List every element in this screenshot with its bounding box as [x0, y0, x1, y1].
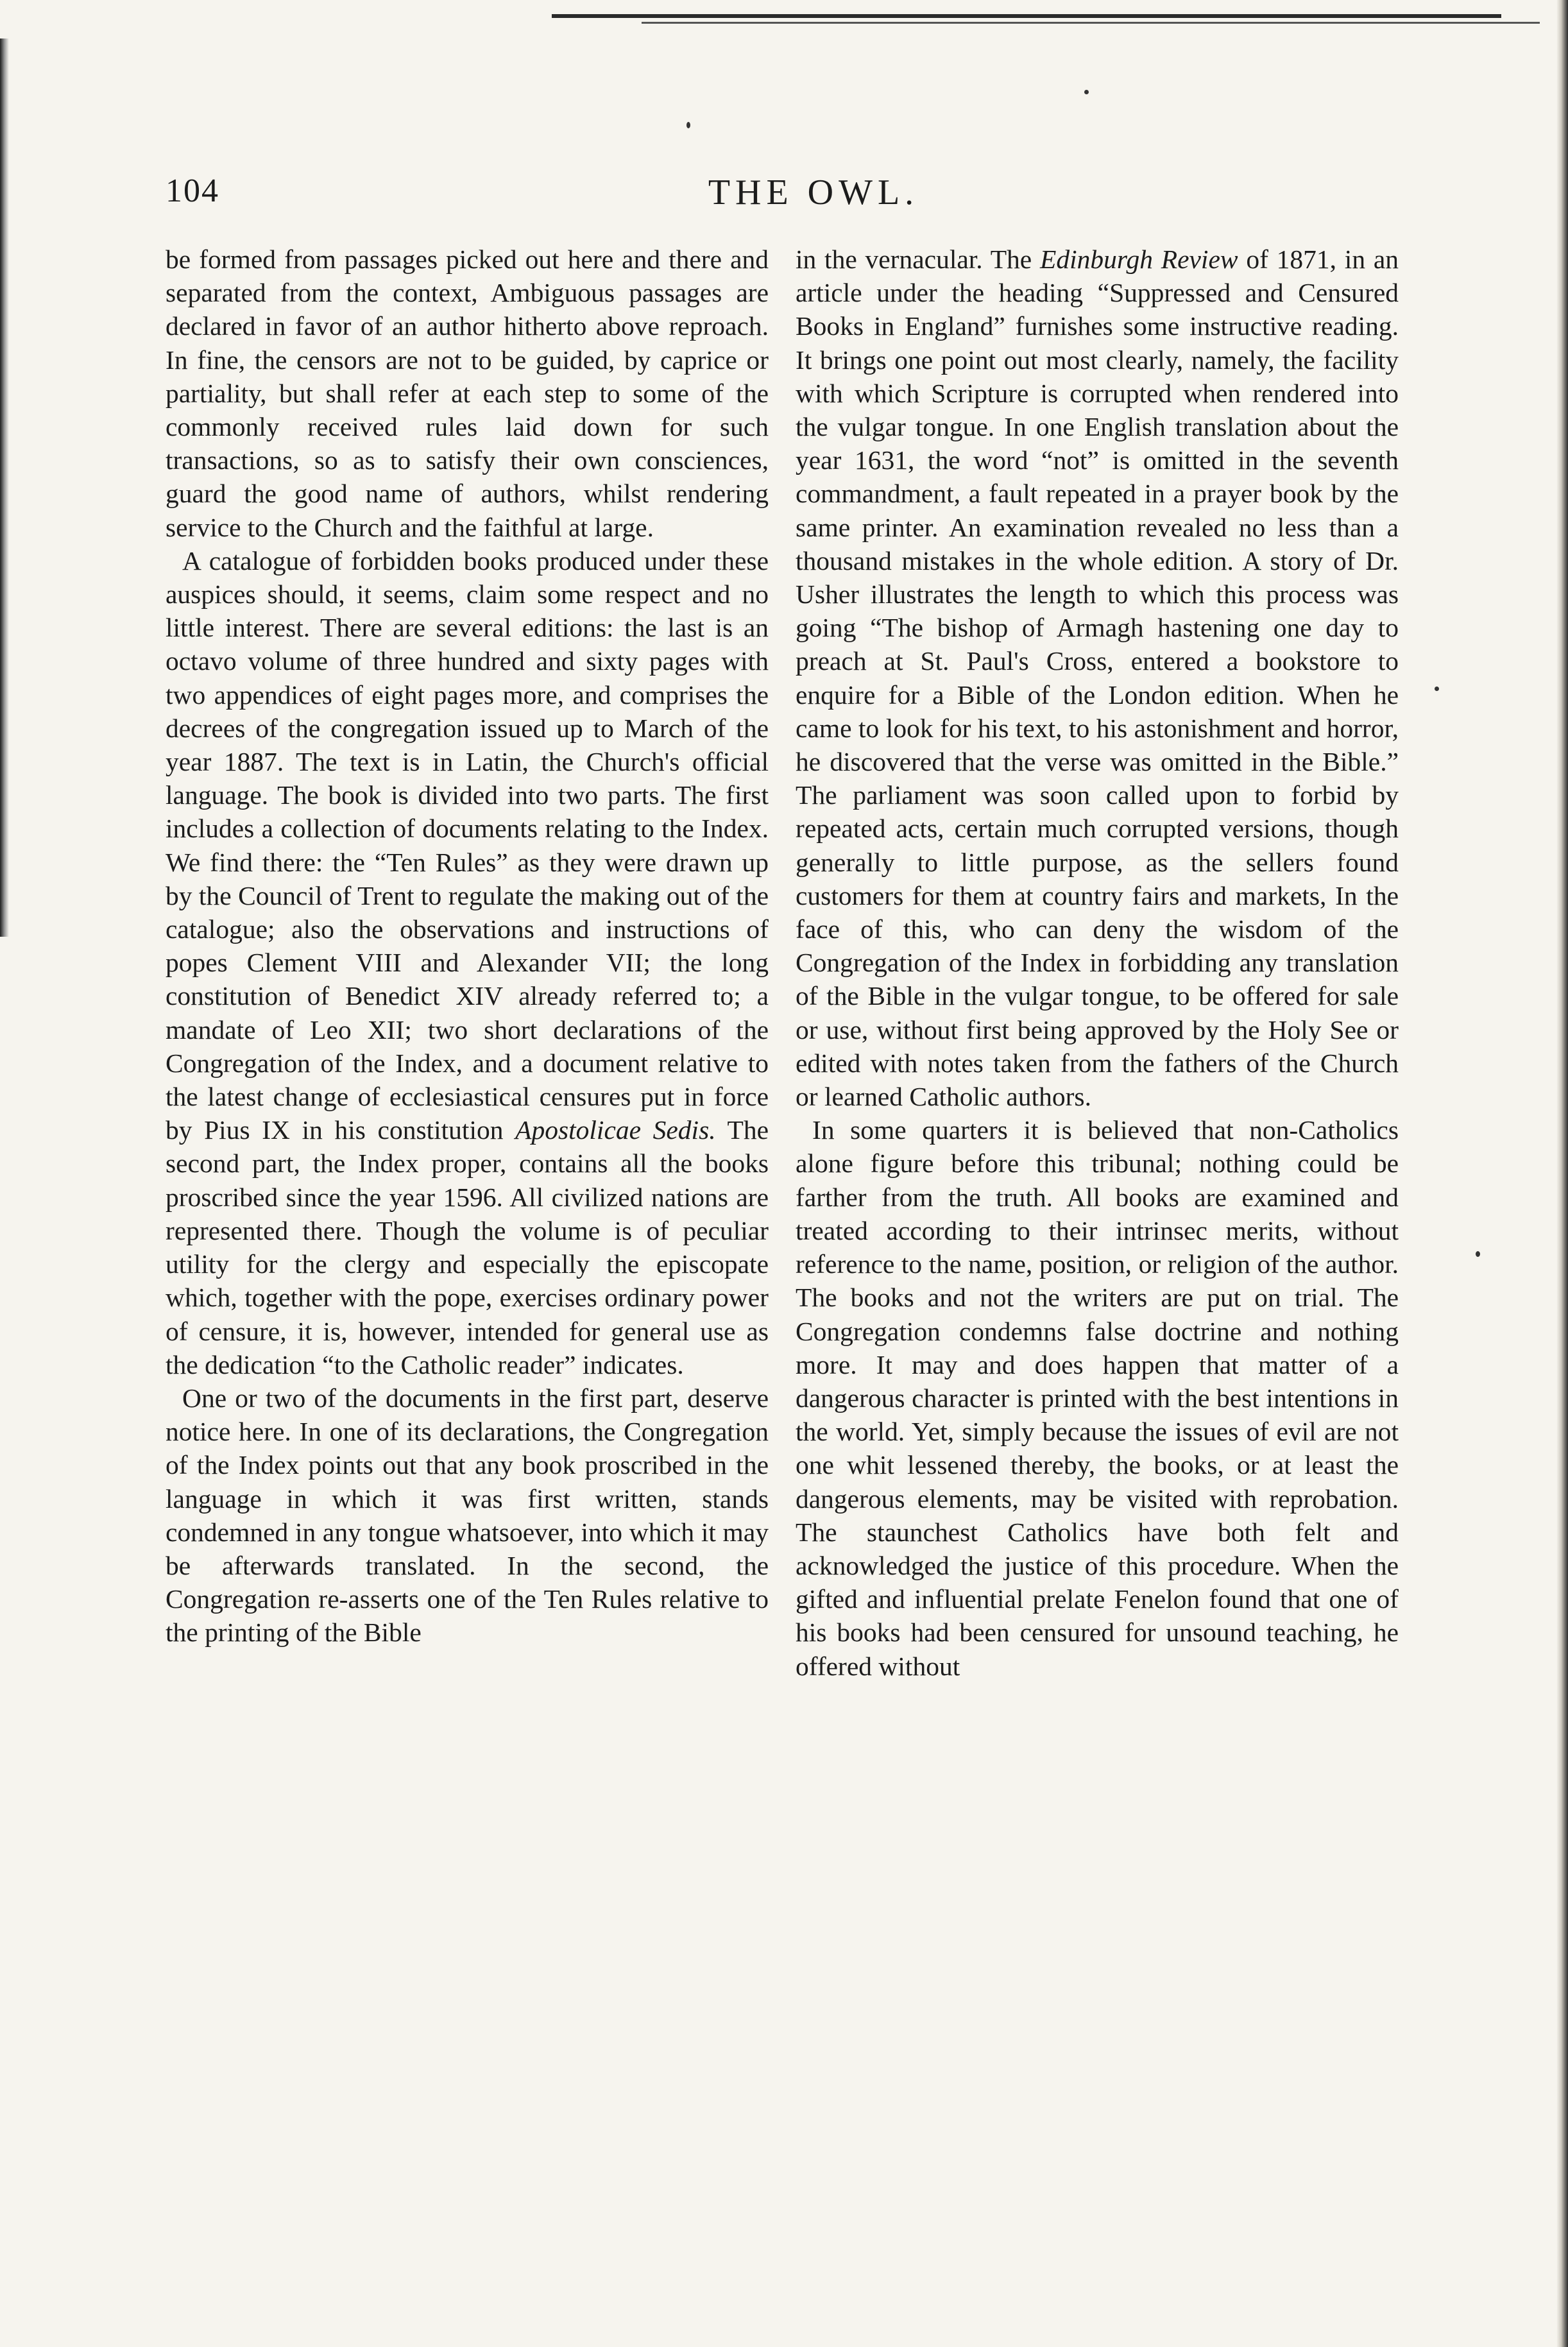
scan-speck	[1435, 687, 1439, 691]
page-header	[166, 172, 1449, 223]
paragraph-text: be formed from passages picked out here and there and separated from the context, Ambiguous passages are declared in favor of an author hitherto above reproach. In fine, the censors are not to be guided, by caprice or partiality, but shall refer at each step to some of the commonly received rules laid down for such transactions, so as to satisfy their own consciences, guard the good name of authors, whilst rendering service to the Church and the faithful at large.	[166, 244, 769, 542]
scan-speck	[1476, 1251, 1480, 1257]
paragraph	[166, 243, 769, 544]
paragraph-text: In some quarters it is believed that non-Catholics alone figure before this tribunal; nothing could be farther from the truth. All books are examined and treated according to their intrinsec merits, without reference to the name, position, or religion of the author. The books and not the writers are put on trial. The Congregation condemns false doctrine and nothing more. It may and does happen that matter of a dangerous character is printed with the best intentions in the world. Yet, simply because the issues of evil are not one whit lessened thereby, the books, or at least the dangerous elements, may be visited with reprobation. The staunchest Catholics have both felt and acknowledged the justice of this procedure. When the gifted and influential prelate Fenelon found that one of his books had been censured for unsound teaching, he offered without	[796, 1115, 1399, 1681]
paragraph	[166, 1381, 769, 1650]
paragraph	[166, 544, 769, 1381]
scan-speck	[1084, 90, 1089, 94]
page-number: 104	[166, 173, 219, 209]
paragraph-text: A catalogue of forbidden books produced under these auspices should, it seems, claim some respect and no little interest. There are several editions: the last is an octavo volume of three hundred and sixty pages with two appendices of eight pages more, and comprises the decrees of the congregation issued up to March of the year 1887. The text is in Latin, the Church's official language. The book is divided into two parts. The first includes a collection of documents relating to the Index. We find there: the “Ten Rules” as they were drawn up by the Council of Trent to regulate the making out of the catalogue; also the observations and instructions of popes Clement VIII and Alexander VII; the long constitution of Benedict XIV already referred to; a mandate of Leo XII; two short declarations of the Congregation of the Index, and a document relative to the latest change of ecclesiastical censures put in force by Pius IX in his constitution	[166, 545, 769, 1145]
paragraph-text: The second part, the Index proper, contains all the books proscribed since the year 1596. All civilized nations are represented there. Though the volume is of peculiar utility for the clergy and especially the episcopate which, together with the pope, exercises ordinary power of censure, it is, however, intended for general use as the dedication “to the Catholic reader” indicates.	[166, 1115, 769, 1379]
right-column	[796, 243, 1399, 1683]
paragraph	[796, 1113, 1399, 1682]
left-column	[166, 243, 769, 1650]
running-title: THE OWL.	[708, 173, 919, 212]
italic-title: Edinburgh Review	[1039, 244, 1238, 274]
top-scan-rule	[552, 14, 1501, 18]
top-scan-rule-thin	[642, 22, 1540, 24]
paragraph	[796, 243, 1399, 1113]
paragraph-text: of 1871, in an article under the heading “Suppressed and Censured Books in England” furnishes some instructive reading. It brings one point out most clearly, namely, the facility with which Scripture is corrupted when rendered into the vulgar tongue. In one English translation about the year 1631, the word “not” is omitted in the seventh commandment, a fault repeated in a prayer book by the same printer. An examination revealed no less than a thousand mistakes in the whole edition. A story of Dr. Usher illustrates the length to which this process was going “The bishop of Armagh hastening one day to preach at St. Paul's Cross, entered a bookstore to enquire for a Bible of the London edition. When he came to look for his text, to his astonishment and horror, he discovered that the verse was omitted in the Bible.” The parliament was soon called upon to forbid by repeated acts, certain much corrupted versions, though generally to little purpose, as the sellers found customers for them at country fairs and markets, In the face of this, who can deny the wisdom of the Congregation of the Index in forbidding any translation of the Bible in the vulgar tongue, to be offered for sale or use, without first being approved by the Holy See or edited with notes taken from the fathers of the Church or learned Catholic authors.	[796, 244, 1399, 1112]
italic-title: Apostolicae Sedis.	[515, 1115, 716, 1145]
paragraph-text: One or two of the documents in the first part, deserve notice here. In one of its declarations, the Congregation of the Index points out that any book proscribed in the language in which it was first written, stands condemned in any tongue whatsoever, into which it may be afterwards translated. In the second, the Congregation re-asserts one of the Ten Rules relative to the printing of the Bible	[166, 1383, 769, 1648]
left-scan-edge	[0, 38, 9, 937]
scan-speck	[686, 122, 690, 128]
paragraph-text: in the vernacular. The	[796, 244, 1032, 274]
right-scan-edge	[1556, 0, 1568, 2347]
